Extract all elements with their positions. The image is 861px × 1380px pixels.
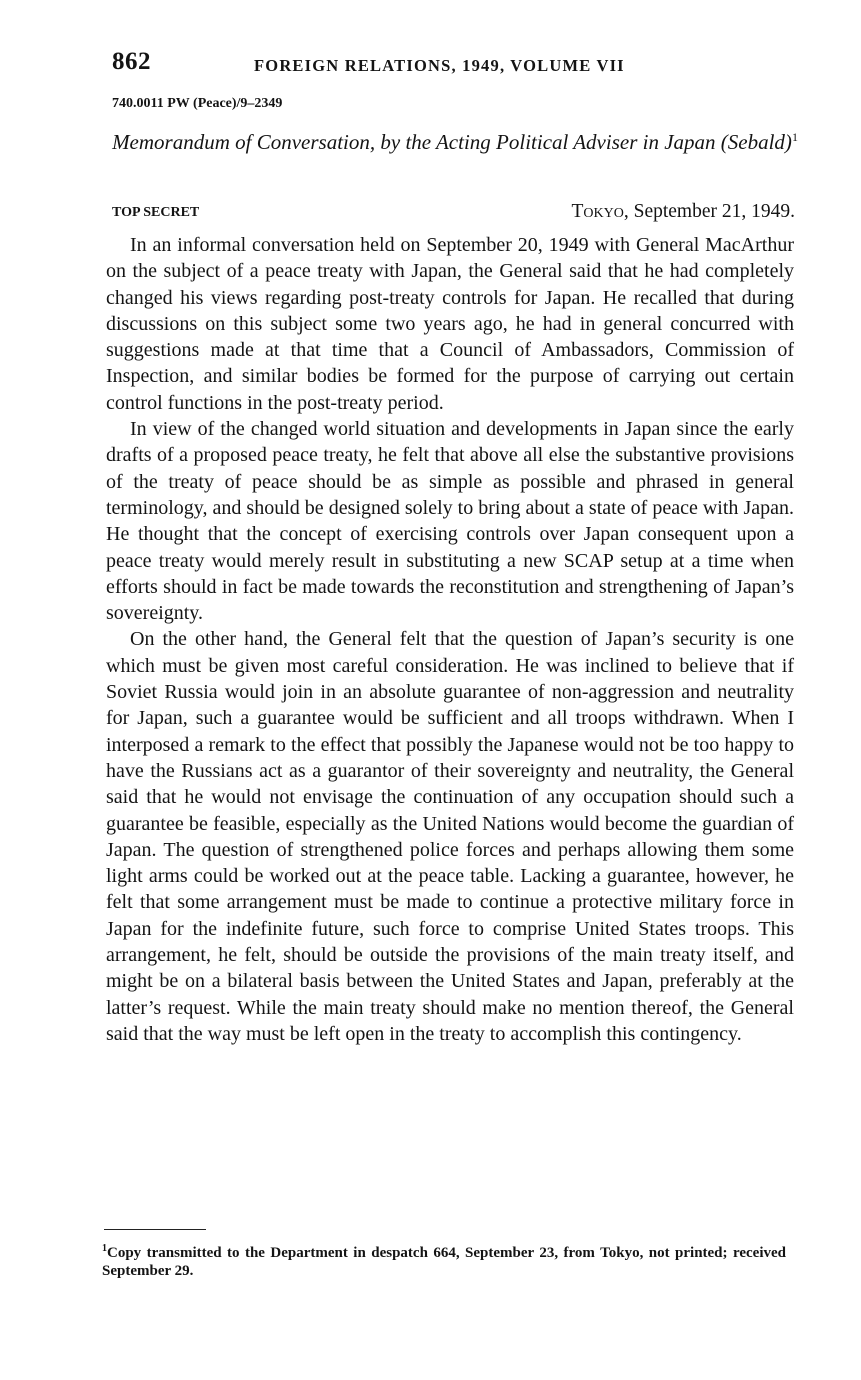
running-head: FOREIGN RELATIONS, 1949, VOLUME VII	[254, 56, 625, 75]
file-number: 740.0011 PW (Peace)/9–2349	[112, 96, 283, 111]
document-title	[112, 124, 798, 156]
place: Tokyo,	[571, 201, 629, 222]
date: September 21, 1949.	[633, 201, 795, 222]
footnote-rule	[104, 1229, 206, 1230]
paragraph: In view of the changed world situation and developments in Japan since the early drafts of a proposed peace treaty, he felt that above all else the substantive provisions of the treaty of peace should be as simple as possible and phrased in general terminology, and should be designed solely to bring about a state of peace with Japan. He thought that the concept of exercising controls over Japan consequent upon a peace treaty would merely result in substituting a new SCAP setup at a time when efforts should in fact be made towards the reconstitution and strengthening of Japan’s sovereignty.	[106, 418, 794, 625]
page-number: 862	[112, 48, 151, 75]
footnote-reference: 1	[791, 130, 798, 144]
paragraph: On the other hand, the General felt that the question of Japan’s security is one which must be given most careful consideration. He was inclined to believe that if Soviet Russia would join in an absolute guarantee of non-aggression and neutrality for Japan, such a guarantee would be sufficient and all troops withdrawn. When I interposed a remark to the effect that possibly the Japanese would not be too happy to have the Russians act as a guarantor of their sovereignty and neutrality, the General said that he would not envisage the continuation of any occupation should such a guarantee be feasible, especially as the United Nations would become the guardian of Japan. The question of strengthened police forces and perhaps allowing them some light arms could be worked out at the peace table. Lacking a guarantee, however, he felt that some arrangement must be made to continue a protective military force in Japan for the indefinite future, such force to comprise United States troops. This arrangement, he felt, should be outside the provisions of the main treaty itself, and might be on a bilateral basis between the United States and Japan, preferably at the latter’s request. While the main treaty should make no mention thereof, the General said that the way must be left open in the treaty to accomplish this contingency.	[106, 628, 794, 1045]
place-date	[572, 201, 796, 223]
memo-body	[106, 232, 794, 1047]
footnote	[102, 1240, 786, 1280]
footnote-text: Copy transmitted to the Department in despatch 664, September 23, from Tokyo, not printed; received September 29.	[102, 1245, 786, 1279]
footnote-marker: 1	[102, 1243, 107, 1254]
paragraph: In an informal conversation held on September 20, 1949 with General MacArthur on the subject of a peace treaty with Japan, the General said that he had completely changed his views regarding post-treaty controls for Japan. He recalled that during discussions on this subject some two years ago, he had in general concurred with suggestions made at that time that a Council of Ambassadors, Commission of Inspection, and similar bodies be formed for the purpose of carrying out certain control functions in the post-treaty period.	[106, 234, 794, 414]
document-title-text: Memorandum of Conversation, by the Acting Political Adviser in Japan (Sebald)	[112, 130, 792, 154]
classification: TOP SECRET	[112, 205, 200, 220]
